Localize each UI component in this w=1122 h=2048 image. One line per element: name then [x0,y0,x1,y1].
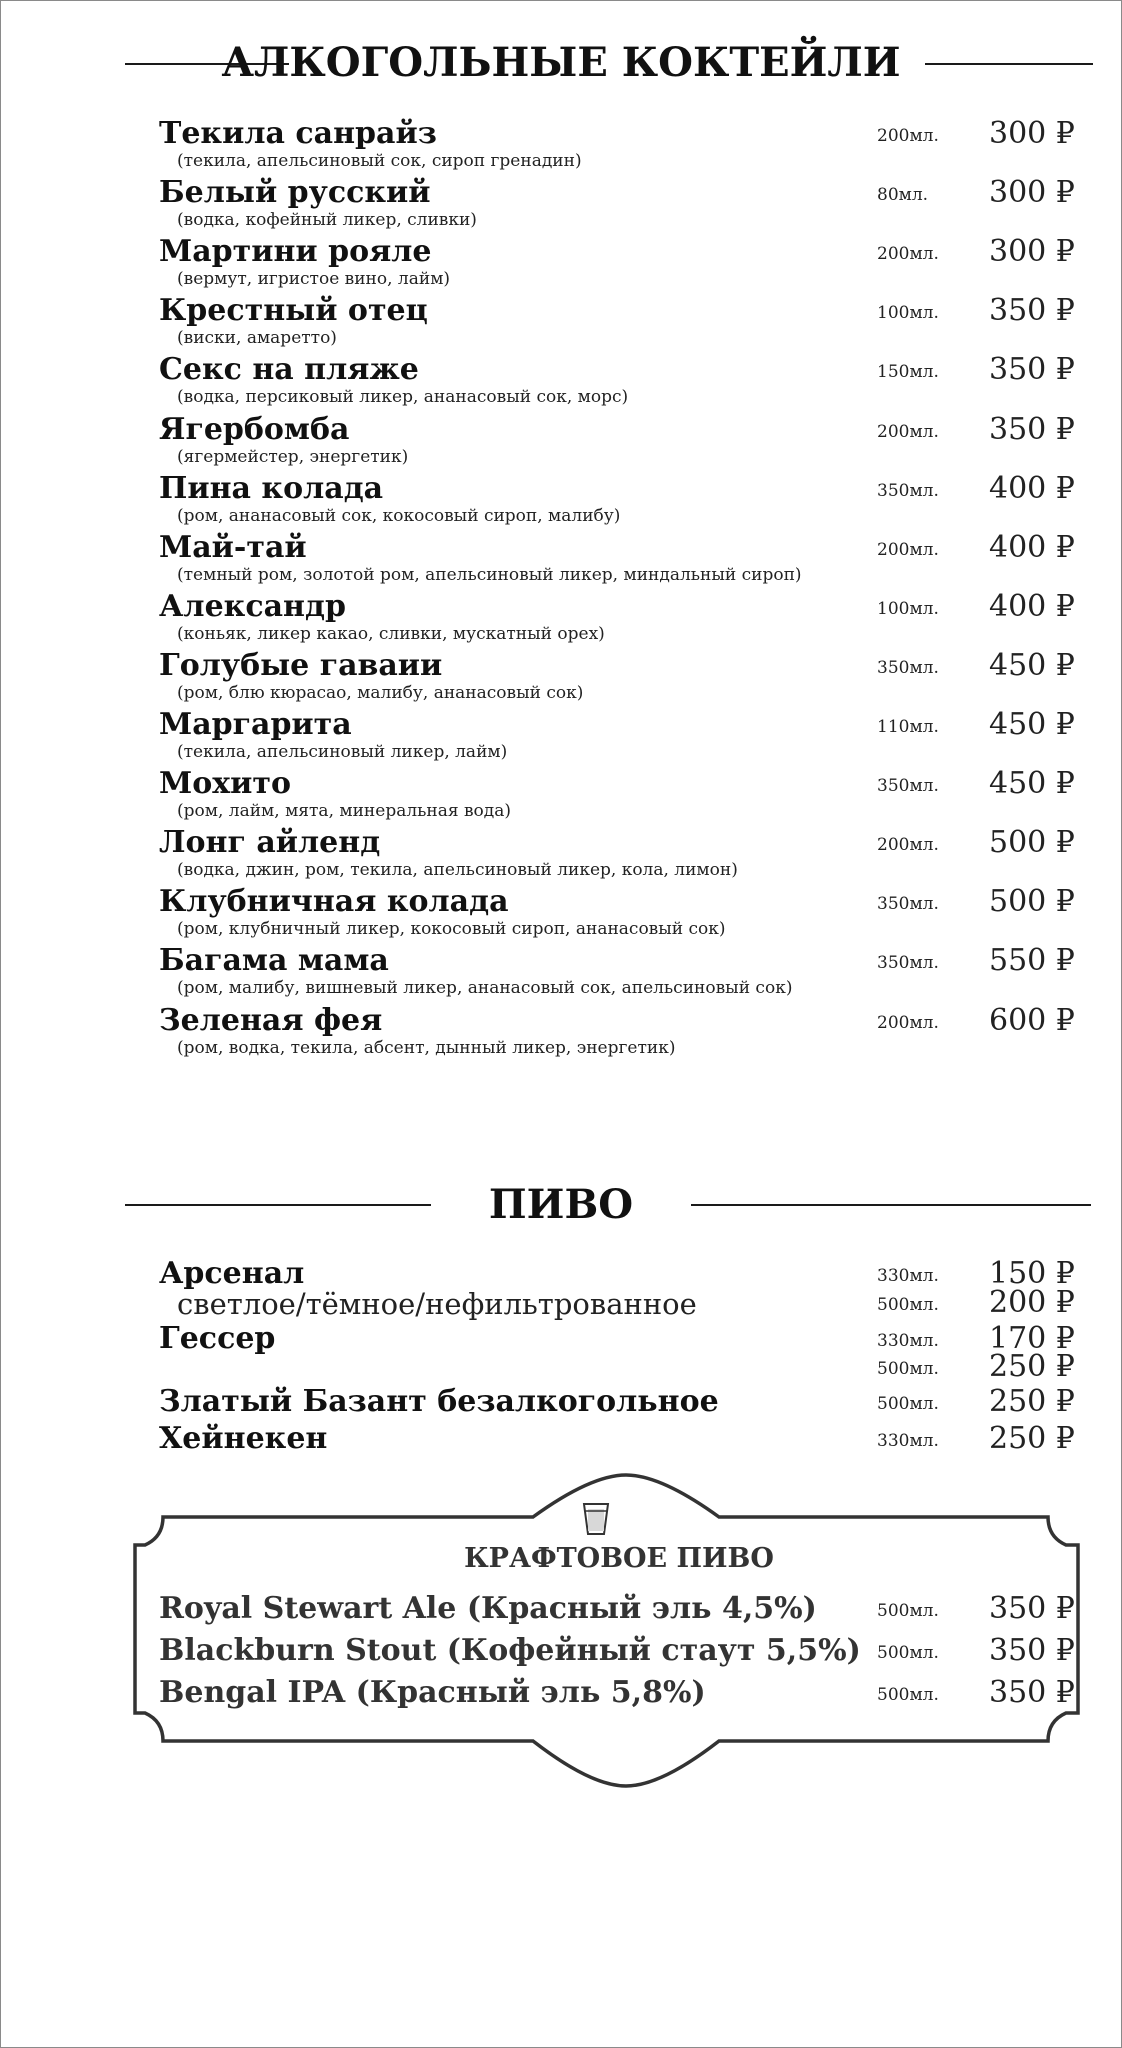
cocktail-ingredients: (ром, малибу, вишневый ликер, ананасовый сок, апельсиновый сок) [177,978,793,998]
cocktail-price: 600 ₽ [989,1003,1075,1038]
cocktail-volume: 350мл. [877,953,939,973]
craft-beer-price: 350 ₽ [989,1591,1075,1626]
beer-zlaty-volume: 500мл. [877,1394,939,1414]
cocktail-price: 400 ₽ [989,471,1075,506]
cocktail-price: 400 ₽ [989,589,1075,624]
beer-heineken-price: 250 ₽ [989,1421,1075,1456]
cocktail-volume: 200мл. [877,422,939,442]
cocktail-ingredients: (виски, амаретто) [177,328,337,348]
cocktail-volume: 200мл. [877,1013,939,1033]
craft-beer-volume: 500мл. [877,1685,939,1705]
cocktail-volume: 110мл. [877,717,939,737]
cocktail-volume: 150мл. [877,362,939,382]
cocktail-name: Мартини рояле [159,234,432,269]
cocktail-ingredients: (ром, лайм, мята, минеральная вода) [177,801,512,821]
craft-beer-price: 350 ₽ [989,1633,1075,1668]
beer-arsenal-price-2: 200 ₽ [989,1285,1075,1320]
cocktail-price: 350 ₽ [989,352,1075,387]
beer-glass-icon [584,1504,608,1534]
cocktail-name: Клубничная колада [159,884,509,919]
cocktail-name: Ягербомба [159,412,350,447]
cocktail-ingredients: (текила, апельсиновый ликер, лайм) [177,742,508,762]
beer-arsenal-volume-2: 500мл. [877,1295,939,1315]
cocktail-name: Лонг айленд [159,825,381,860]
cocktail-volume: 350мл. [877,481,939,501]
cocktail-price: 500 ₽ [989,825,1075,860]
craft-beer-name: Bengal IPA (Красный эль 5,8%) [159,1675,706,1710]
cocktail-ingredients: (ром, ананасовый сок, кокосовый сироп, малибу) [177,506,621,526]
cocktail-name: Крестный отец [159,293,428,328]
beer-item-arsenal: Арсенал [159,1256,305,1291]
cocktail-price: 500 ₽ [989,884,1075,919]
craft-beer-frame [1,1,1121,1801]
cocktail-volume: 80мл. [877,185,929,205]
cocktail-name: Маргарита [159,707,352,742]
cocktail-name: Май-тай [159,530,307,565]
beer-item-gesser: Гессер [159,1321,276,1356]
cocktail-name: Белый русский [159,175,431,210]
cocktail-name: Пина колада [159,471,384,506]
cocktails-title: АЛКОГОЛЬНЫЕ КОКТЕЙЛИ [221,39,901,86]
cocktail-volume: 350мл. [877,658,939,678]
cocktail-ingredients: (водка, кофейный ликер, сливки) [177,210,477,230]
cocktail-price: 450 ₽ [989,648,1075,683]
cocktail-ingredients: (коньяк, ликер какао, сливки, мускатный орех) [177,624,605,644]
cocktail-price: 450 ₽ [989,707,1075,742]
beer-gesser-volume-2: 500мл. [877,1359,939,1379]
cocktail-ingredients: (ром, клубничный ликер, кокосовый сироп, ананасовый сок) [177,919,726,939]
cocktail-ingredients: (ягермейстер, энергетик) [177,447,409,467]
cocktail-volume: 100мл. [877,599,939,619]
cocktail-ingredients: (вермут, игристое вино, лайм) [177,269,451,289]
cocktail-name: Зеленая фея [159,1003,383,1038]
cocktail-price: 400 ₽ [989,530,1075,565]
beer-item-zlaty: Златый Базант безалкогольное [159,1384,719,1419]
beer-title: ПИВО [488,1181,634,1228]
cocktail-price: 350 ₽ [989,412,1075,447]
beer-arsenal-price-1: 150 ₽ [989,1256,1075,1291]
craft-beer-name: Royal Stewart Ale (Красный эль 4,5%) [159,1591,817,1626]
beer-item-heineken: Хейнекен [159,1421,328,1456]
cocktail-ingredients: (водка, джин, ром, текила, апельсиновый ликер, кола, лимон) [177,860,738,880]
cocktail-volume: 200мл. [877,126,939,146]
cocktail-ingredients: (темный ром, золотой ром, апельсиновый ликер, миндальный сироп) [177,565,802,585]
cocktail-volume: 200мл. [877,835,939,855]
cocktail-price: 450 ₽ [989,766,1075,801]
cocktail-name: Текила санрайз [159,116,437,151]
cocktail-volume: 200мл. [877,244,939,264]
cocktail-name: Секс на пляже [159,352,419,387]
cocktail-price: 300 ₽ [989,234,1075,269]
craft-beer-volume: 500мл. [877,1601,939,1621]
craft-beer-price: 350 ₽ [989,1675,1075,1710]
cocktail-name: Александр [159,589,346,624]
cocktail-ingredients: (текила, апельсиновый сок, сироп гренадин) [177,151,582,171]
beer-arsenal-volume-1: 330мл. [877,1266,939,1286]
cocktail-price: 550 ₽ [989,943,1075,978]
cocktail-volume: 200мл. [877,540,939,560]
cocktail-volume: 350мл. [877,894,939,914]
beer-gesser-price-1: 170 ₽ [989,1321,1075,1356]
beer-gesser-volume-1: 330мл. [877,1331,939,1351]
craft-beer-volume: 500мл. [877,1643,939,1663]
craft-beer-name: Blackburn Stout (Кофейный стаут 5,5%) [159,1633,861,1668]
cocktail-price: 300 ₽ [989,175,1075,210]
beer-gesser-price-2: 250 ₽ [989,1349,1075,1384]
cocktail-price: 350 ₽ [989,293,1075,328]
cocktail-volume: 350мл. [877,776,939,796]
cocktail-name: Голубые гаваии [159,648,443,683]
beer-zlaty-price: 250 ₽ [989,1384,1075,1419]
cocktail-volume: 100мл. [877,303,939,323]
cocktail-ingredients: (ром, блю кюрасао, малибу, ананасовый сок) [177,683,584,703]
craft-title: КРАФТОВОЕ ПИВО [464,1543,774,1574]
cocktail-ingredients: (ром, водка, текила, абсент, дынный ликер, энергетик) [177,1038,676,1058]
beer-heineken-volume: 330мл. [877,1431,939,1451]
cocktail-price: 300 ₽ [989,116,1075,151]
cocktail-name: Мохито [159,766,291,801]
beer-arsenal-variants: светлое/тёмное/нефильтрованное [177,1287,697,1321]
cocktail-ingredients: (водка, персиковый ликер, ананасовый сок, морс) [177,387,629,407]
cocktail-name: Багама мама [159,943,389,978]
